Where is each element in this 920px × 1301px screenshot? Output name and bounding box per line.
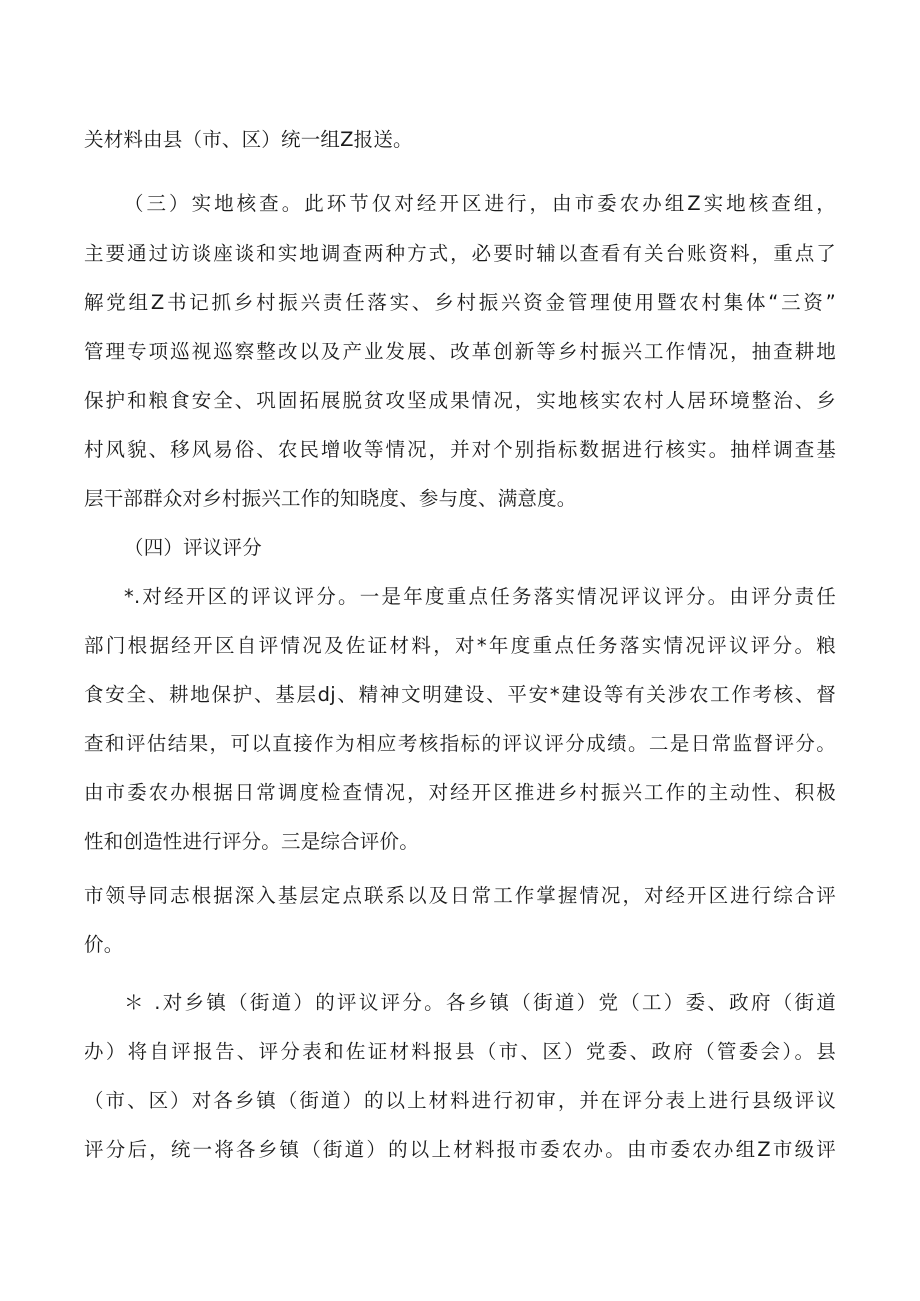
text-line: 评分后，统一将各乡镇（街道）的以上材料报市委农办。由市委农办组Z市级评 xyxy=(84,1138,836,1161)
text-line: 食安全、耕地保护、基层dj、精神文明建设、平安*建设等有关涉农工作考核、督 xyxy=(84,683,836,706)
text-line: 主要通过访谈座谈和实地调查两种方式，必要时辅以查看有关台账资料，重点了 xyxy=(84,242,836,265)
text-line: （市、区）对各乡镇（街道）的以上材料进行初审，并在评分表上进行县级评议 xyxy=(84,1089,836,1112)
text-line: 市领导同志根据深入基层定点联系以及日常工作掌握情况，对经开区进行综合评 xyxy=(84,884,836,907)
section-heading: （四）评议评分 xyxy=(124,536,262,559)
text-line: 查和评估结果，可以直接作为相应考核指标的评议评分成绩。二是日常监督评分。 xyxy=(84,732,836,755)
text-line: 层干部群众对乡村振兴工作的知晓度、参与度、满意度。 xyxy=(84,487,577,510)
text-line: 办）将自评报告、评分表和佐证材料报县（市、区）党委、政府（管委会）。县 xyxy=(84,1040,836,1063)
text-line: 由市委农办根据日常调度检查情况，对经开区推进乡村振兴工作的主动性、积极 xyxy=(84,781,836,804)
text-line: 性和创造性进行评分。三是综合评价。 xyxy=(84,830,419,853)
text-line: 管理专项巡视巡察整改以及产业发展、改革创新等乡村振兴工作情况，抽查耕地 xyxy=(84,340,836,363)
text-line: *.对经开区的评议评分。一是年度重点任务落实情况评议评分。由评分责任 xyxy=(124,585,836,608)
text-line: 保护和粮食安全、巩固拓展脱贫攻坚成果情况，实地核实农村人居环境整治、乡 xyxy=(84,389,836,412)
text-line: 价。 xyxy=(84,933,124,956)
text-line: ＊ .对乡镇（街道）的评议评分。各乡镇（街道）党（工）委、政府（街道 xyxy=(124,991,836,1014)
text-line: 村风貌、移风易俗、农民增收等情况，并对个别指标数据进行核实。抽样调查基 xyxy=(84,438,836,461)
text-line: 部门根据经开区自评情况及佐证材料，对*年度重点任务落实情况评议评分。粮 xyxy=(84,634,836,657)
text-line: 解党组Z书记抓乡村振兴责任落实、乡村振兴资金管理使用暨农村集体“三资” xyxy=(84,291,836,314)
text-line: （三）实地核查。此环节仅对经开区进行，由市委农办组Z实地核查组， xyxy=(124,192,836,215)
text-line: 关材料由县（市、区）统一组Z报送。 xyxy=(84,128,413,151)
